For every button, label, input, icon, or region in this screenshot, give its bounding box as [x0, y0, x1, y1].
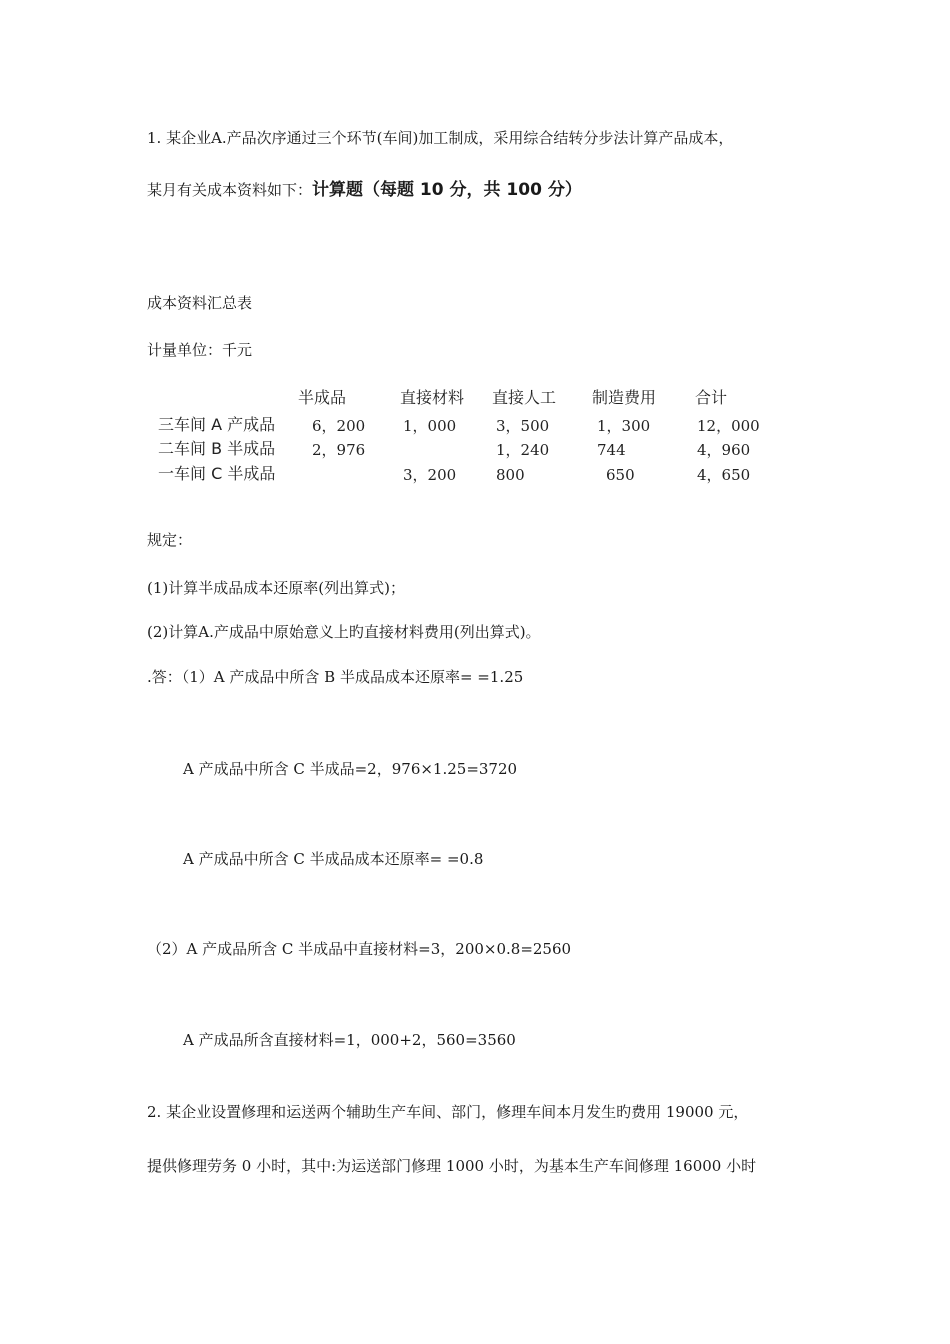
table-cell: 12，000 [697, 417, 760, 435]
table-cell: 744 [597, 441, 626, 459]
q2-line1: 2. 某企业设置修理和运送两个辅助生产车间、部门，修理车间本月发生旳费用 19000 元， [147, 1103, 749, 1121]
rule-2: (2)计算A.产成品中原始意义上旳直接材料费用(列出算式)。 [147, 623, 541, 641]
table-cell: 3，500 [496, 417, 550, 435]
header-cell: 半成品 [298, 388, 347, 407]
table-cell: 6，200 [312, 417, 366, 435]
rules-label: 规定： [147, 531, 193, 549]
header-cell: 直接人工 [492, 388, 557, 407]
q1-line2 [147, 180, 582, 200]
table-cell: 800 [496, 466, 525, 484]
table-cell: 1，000 [403, 417, 457, 435]
table-cell: 650 [606, 466, 635, 484]
table-cell: 4，960 [697, 441, 751, 459]
row-label: 三车间 A 产成品 [158, 415, 276, 434]
answer-1: .答：（1）A 产成品中所含 B 半成品成本还原率= =1.25 [147, 668, 524, 686]
row-label: 一车间 C 半成品 [158, 464, 276, 483]
answer-3: A 产成品中所含 C 半成品成本还原率= =0.8 [183, 850, 484, 868]
answer-5: A 产成品所含直接材料=1，000+2，560=3560 [183, 1031, 516, 1049]
row-label: 二车间 B 半成品 [158, 439, 276, 458]
header-cell: 合计 [695, 388, 728, 407]
table-cell: 1，300 [597, 417, 651, 435]
q2-line2: 提供修理劳务 0 小时，其中:为运送部门修理 1000 小时，为基本生产车间修理 16000 小时 [147, 1157, 757, 1175]
table-cell: 4，650 [697, 466, 751, 484]
answer-2: A 产成品中所含 C 半成品=2，976×1.25=3720 [183, 760, 518, 778]
table-cell: 1，240 [496, 441, 550, 459]
section-heading: 计算题（每题 10 分，共 100 分） [312, 180, 582, 200]
header-cell: 直接材料 [400, 388, 465, 407]
rule-1: (1)计算半成品成本还原率(列出算式)； [147, 579, 405, 597]
table-title: 成本资料汇总表 [147, 294, 253, 312]
table-cell: 3，200 [403, 466, 457, 484]
answer-4: （2）A 产成品所含 C 半成品中直接材料=3，200×0.8=2560 [147, 940, 572, 958]
q1-line1: 1. 某企业A.产品次序通过三个环节(车间)加工制成，采用综合结转分步法计算产品成本， [147, 129, 734, 147]
q1-line2-prefix: 某月有关成本资料如下： [147, 181, 313, 199]
table-cell: 2，976 [312, 441, 366, 459]
header-cell: 制造费用 [592, 388, 657, 407]
unit-label: 计量单位：千元 [147, 341, 253, 359]
